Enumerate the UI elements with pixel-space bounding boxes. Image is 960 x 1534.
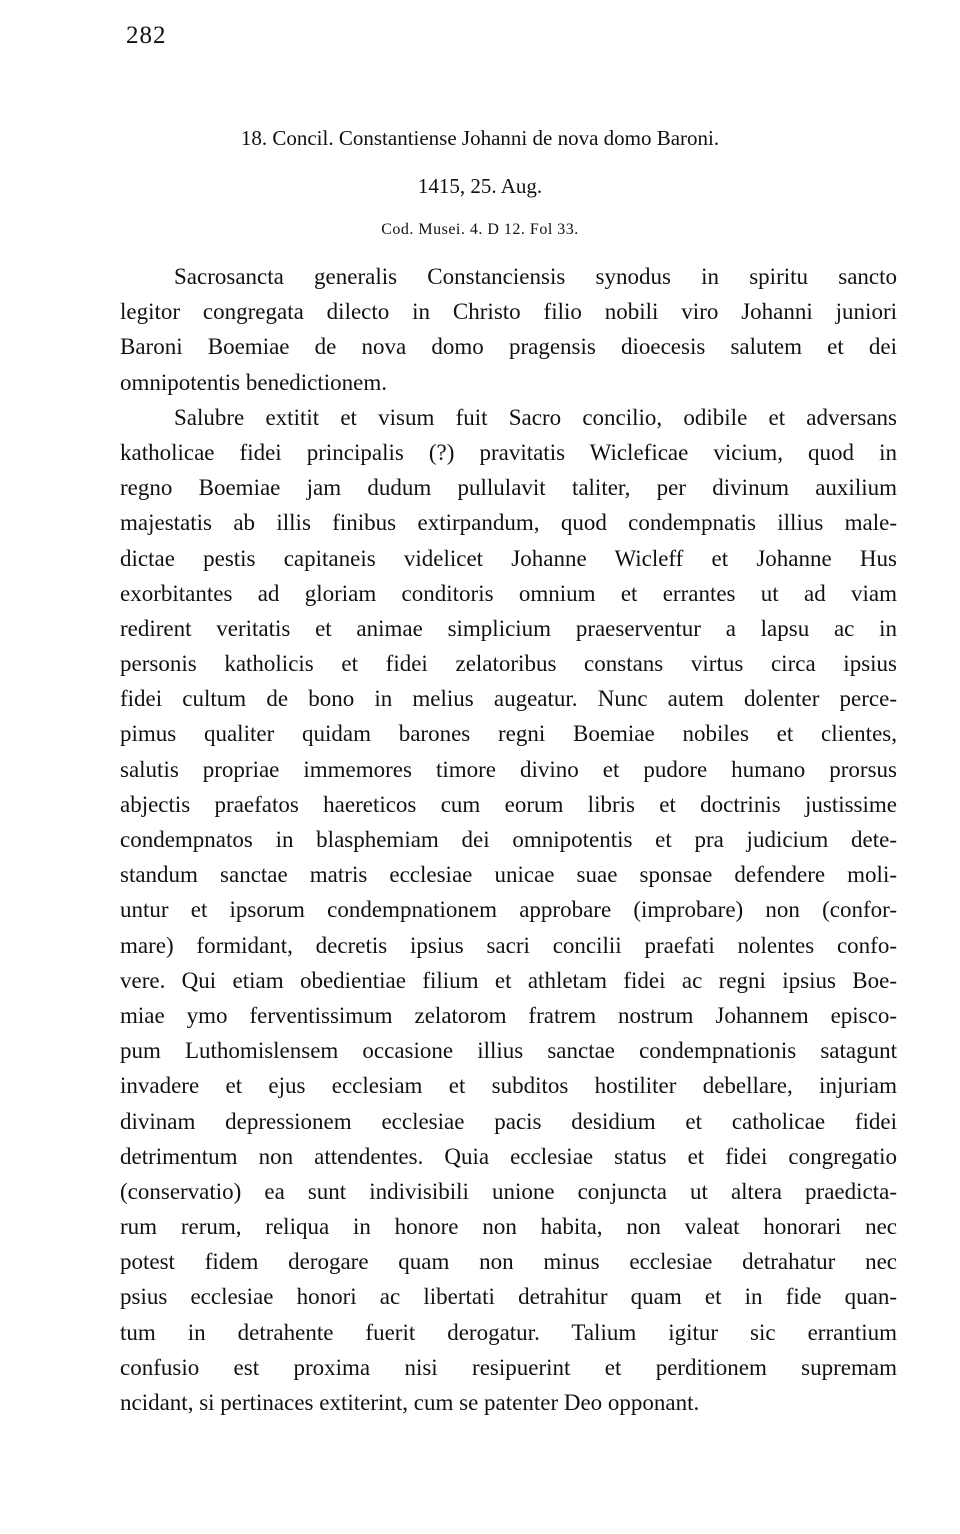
text-line: confusio est proxima nisi resipuerint et perditionem supremam	[120, 1354, 897, 1380]
text-line: condempnatos in blasphemiam dei omnipotentis et pra judicium dete-	[120, 827, 897, 852]
text-line: (conservatio) ea sunt indivisibili unione conjuncta ut altera praedicta-	[120, 1178, 897, 1204]
text-line: divinam depressionem ecclesiae pacis desidium et catholicae fidei	[120, 1108, 897, 1134]
text-line: exorbitantes ad gloriam conditoris omnium et errantes ut ad viam	[120, 580, 897, 606]
text-line: invadere et ejus ecclesiam et subditos hostiliter debellare, injuriam	[120, 1073, 897, 1099]
text-line: standum sanctae matris ecclesiae unicae suae sponsae defendere moli-	[120, 862, 897, 888]
text-line: fidei cultum de bono in melius augeatur. Nunc autem dolenter perce-	[120, 686, 897, 712]
text-line: vere. Qui etiam obedientiae filium et athletam fidei ac regni ipsius Boe-	[120, 967, 897, 993]
text-line: rum rerum, reliqua in honore non habita, non valeat honorari nec	[120, 1214, 897, 1240]
text-line: psius ecclesiae honori ac libertati detrahitur quam et in fide quan-	[120, 1284, 897, 1310]
text-line: personis katholicis et fidei zelatoribus constans virtus circa ipsius	[120, 651, 897, 677]
text-line: pimus qualiter quidam barones regni Boemiae nobiles et clientes,	[120, 721, 897, 747]
text-line: redirent veritatis et animae simplicium praeserventur a lapsu ac in	[120, 615, 897, 641]
text-line: untur et ipsorum condempnationem approbare (improbare) non (confor-	[120, 897, 897, 923]
text-line: detrimentum non attendentes. Quia ecclesiae status et fidei congregatio	[120, 1143, 897, 1169]
text-line: omnipotentis benedictionem.	[120, 369, 388, 395]
text-line: regno Boemiae jam dudum pullulavit taliter, per divinum auxilium	[120, 475, 897, 501]
text-line: Salubre extitit et visum fuit Sacro concilio, odibile et adversans	[174, 404, 897, 430]
text-line: Baroni Boemiae de nova domo pragensis dioecesis salutem et dei	[120, 334, 897, 360]
document-date: 1415, 25. Aug.	[417, 174, 543, 198]
text-line: pum Luthomislensem occasione illius sanctae condempnationis satagunt	[120, 1038, 897, 1064]
manuscript-reference: Cod. Musei. 4. D 12. Fol 33.	[381, 221, 579, 238]
text-line: miae ymo ferventissimum zelatorom fratrem nostrum Johannem episco-	[120, 1002, 897, 1028]
letter-body	[120, 259, 897, 1420]
text-line: abjectis praefatos haereticos cum eorum libris et doctrinis justissime	[120, 791, 897, 817]
text-line: salutis propriae immemores timore divino et pudore humano prorsus	[120, 756, 897, 782]
text-line: katholicae fidei principalis (?) pravitatis Wicleficae vicium, quod in	[120, 439, 897, 465]
document-title: 18. Concil. Constantiense Johanni de nova domo Baroni.	[240, 126, 720, 150]
text-line: dictae pestis capitaneis videlicet Johanne Wicleff et Johanne Hus	[120, 545, 897, 571]
text-line: ncidant, si pertinaces extiterint, cum se patenter Deo opponant.	[120, 1390, 700, 1415]
text-line: legitor congregata dilecto in Christo filio nobili viro Johanni juniori	[120, 299, 897, 325]
text-line: potest fidem derogare quam non minus ecclesiae detrahatur nec	[120, 1249, 897, 1275]
text-line: majestatis ab illis finibus extirpandum, quod condempnatis illius male-	[120, 510, 897, 536]
text-line: Sacrosancta generalis Constanciensis synodus in spiritu sancto	[174, 264, 897, 289]
text-line: mare) formidant, decretis ipsius sacri concilii praefati nolentes confo-	[120, 932, 897, 958]
page-number: 282	[126, 22, 167, 49]
text-line: tum in detrahente fuerit derogatur. Talium igitur sic errantium	[120, 1319, 897, 1345]
